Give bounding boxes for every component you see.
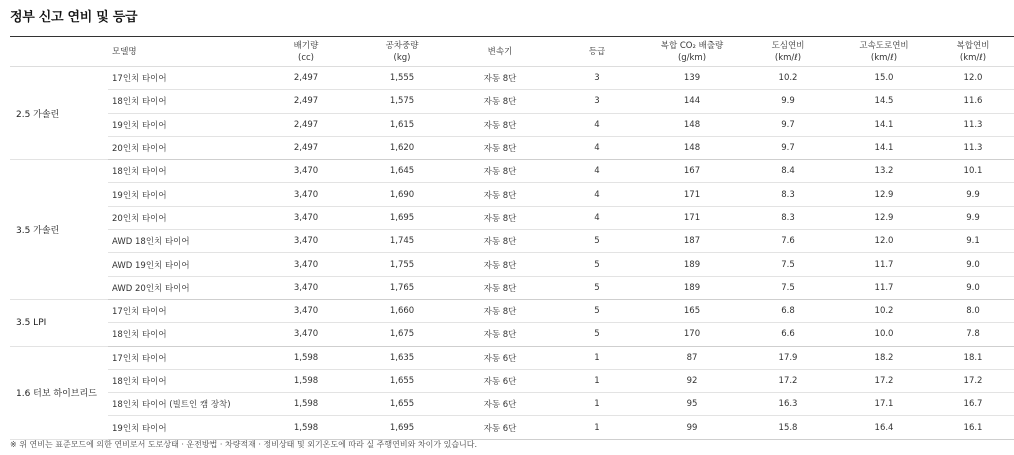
fuel-efficiency-table (10, 36, 1014, 440)
model-name: AWD 19인치 타이어 (108, 253, 258, 276)
header-weight-unit: (kg) (393, 52, 411, 63)
table-row (10, 183, 1014, 206)
table-body (10, 67, 1014, 440)
combined-mpg-value: 18.1 (932, 346, 1014, 369)
weight-value: 1,575 (354, 90, 450, 113)
highway-mpg-value: 11.7 (836, 253, 932, 276)
co2-value: 171 (644, 206, 740, 229)
displacement-value: 2,497 (258, 90, 354, 113)
highway-mpg-value: 15.0 (836, 67, 932, 90)
highway-mpg-value: 13.2 (836, 160, 932, 183)
displacement-value: 3,470 (258, 323, 354, 346)
combined-mpg-value: 11.6 (932, 90, 1014, 113)
table-row (10, 90, 1014, 113)
transmission-value: 자동 8단 (450, 113, 550, 136)
highway-mpg-value: 12.0 (836, 230, 932, 253)
co2-value: 148 (644, 136, 740, 159)
co2-value: 148 (644, 113, 740, 136)
combined-mpg-value: 17.2 (932, 369, 1014, 392)
header-displacement-label: 배기량 (293, 40, 319, 51)
city-mpg-value: 7.5 (740, 276, 836, 299)
combined-mpg-value: 8.0 (932, 299, 1014, 322)
highway-mpg-value: 18.2 (836, 346, 932, 369)
co2-value: 165 (644, 299, 740, 322)
city-mpg-value: 16.3 (740, 393, 836, 416)
table-row (10, 160, 1014, 183)
model-name: AWD 18인치 타이어 (108, 230, 258, 253)
weight-value: 1,655 (354, 393, 450, 416)
city-mpg-value: 6.8 (740, 299, 836, 322)
weight-value: 1,755 (354, 253, 450, 276)
grade-value: 4 (550, 113, 644, 136)
highway-mpg-value: 10.0 (836, 323, 932, 346)
table-row (10, 113, 1014, 136)
grade-value: 1 (550, 416, 644, 439)
transmission-value: 자동 8단 (450, 206, 550, 229)
co2-value: 189 (644, 253, 740, 276)
displacement-value: 3,470 (258, 299, 354, 322)
model-name: 18인치 타이어 (108, 160, 258, 183)
city-mpg-value: 15.8 (740, 416, 836, 439)
engine-group-label: 1.6 터보 하이브리드 (10, 346, 108, 439)
table-row (10, 136, 1014, 159)
table-row (10, 416, 1014, 439)
displacement-value: 2,497 (258, 67, 354, 90)
header-highway-unit: (km/ℓ) (870, 52, 898, 63)
co2-value: 139 (644, 67, 740, 90)
header-model: 모델명 (108, 37, 258, 67)
model-name: AWD 20인치 타이어 (108, 276, 258, 299)
transmission-value: 자동 8단 (450, 136, 550, 159)
city-mpg-value: 9.9 (740, 90, 836, 113)
weight-value: 1,695 (354, 416, 450, 439)
table-row (10, 393, 1014, 416)
combined-mpg-value: 11.3 (932, 113, 1014, 136)
weight-value: 1,690 (354, 183, 450, 206)
model-name: 20인치 타이어 (108, 206, 258, 229)
transmission-value: 자동 8단 (450, 90, 550, 113)
transmission-value: 자동 6단 (450, 346, 550, 369)
model-name: 19인치 타이어 (108, 183, 258, 206)
transmission-value: 자동 8단 (450, 67, 550, 90)
displacement-value: 2,497 (258, 136, 354, 159)
transmission-value: 자동 6단 (450, 369, 550, 392)
city-mpg-value: 10.2 (740, 67, 836, 90)
highway-mpg-value: 12.9 (836, 206, 932, 229)
highway-mpg-value: 17.1 (836, 393, 932, 416)
engine-group-label: 2.5 가솔린 (10, 67, 108, 160)
fuel-efficiency-table-container (10, 36, 1014, 440)
displacement-value: 1,598 (258, 393, 354, 416)
header-combined-label: 복합연비 (956, 40, 990, 51)
city-mpg-value: 8.3 (740, 206, 836, 229)
grade-value: 1 (550, 369, 644, 392)
engine-group-label: 3.5 가솔린 (10, 160, 108, 300)
grade-value: 1 (550, 393, 644, 416)
weight-value: 1,745 (354, 230, 450, 253)
header-co2-label: 복합 CO₂ 배출량 (660, 40, 724, 51)
model-name: 18인치 타이어 (108, 369, 258, 392)
displacement-value: 1,598 (258, 416, 354, 439)
weight-value: 1,695 (354, 206, 450, 229)
combined-mpg-value: 10.1 (932, 160, 1014, 183)
highway-mpg-value: 11.7 (836, 276, 932, 299)
highway-mpg-value: 12.9 (836, 183, 932, 206)
model-name: 17인치 타이어 (108, 67, 258, 90)
header-highway-label: 고속도로연비 (859, 40, 909, 51)
combined-mpg-value: 11.3 (932, 136, 1014, 159)
grade-value: 5 (550, 276, 644, 299)
combined-mpg-value: 9.1 (932, 230, 1014, 253)
transmission-value: 자동 8단 (450, 183, 550, 206)
displacement-value: 3,470 (258, 276, 354, 299)
table-row (10, 346, 1014, 369)
model-name: 19인치 타이어 (108, 113, 258, 136)
co2-value: 170 (644, 323, 740, 346)
highway-mpg-value: 17.2 (836, 369, 932, 392)
city-mpg-value: 17.2 (740, 369, 836, 392)
model-name: 18인치 타이어 (108, 90, 258, 113)
header-combined (932, 37, 1014, 67)
weight-value: 1,660 (354, 299, 450, 322)
table-row (10, 67, 1014, 90)
combined-mpg-value: 7.8 (932, 323, 1014, 346)
highway-mpg-value: 16.4 (836, 416, 932, 439)
header-combined-unit: (km/ℓ) (959, 52, 987, 63)
transmission-value: 자동 6단 (450, 393, 550, 416)
city-mpg-value: 9.7 (740, 136, 836, 159)
grade-value: 4 (550, 136, 644, 159)
grade-value: 4 (550, 183, 644, 206)
city-mpg-value: 17.9 (740, 346, 836, 369)
co2-value: 189 (644, 276, 740, 299)
highway-mpg-value: 14.1 (836, 136, 932, 159)
header-city-label: 도심연비 (771, 40, 805, 51)
city-mpg-value: 6.6 (740, 323, 836, 346)
co2-value: 92 (644, 369, 740, 392)
transmission-value: 자동 8단 (450, 276, 550, 299)
weight-value: 1,675 (354, 323, 450, 346)
grade-value: 1 (550, 346, 644, 369)
grade-value: 5 (550, 253, 644, 276)
combined-mpg-value: 9.0 (932, 253, 1014, 276)
header-highway (836, 37, 932, 67)
transmission-value: 자동 8단 (450, 299, 550, 322)
grade-value: 5 (550, 323, 644, 346)
city-mpg-value: 8.4 (740, 160, 836, 183)
grade-value: 4 (550, 206, 644, 229)
co2-value: 171 (644, 183, 740, 206)
grade-value: 5 (550, 230, 644, 253)
header-displacement (258, 37, 354, 67)
header-co2 (644, 37, 740, 67)
weight-value: 1,555 (354, 67, 450, 90)
header-co2-unit: (g/km) (677, 52, 707, 63)
table-row (10, 323, 1014, 346)
table-header (10, 37, 1014, 67)
header-city (740, 37, 836, 67)
table-row (10, 276, 1014, 299)
displacement-value: 3,470 (258, 206, 354, 229)
header-engine-blank (10, 37, 108, 67)
city-mpg-value: 9.7 (740, 113, 836, 136)
displacement-value: 3,470 (258, 183, 354, 206)
co2-value: 144 (644, 90, 740, 113)
table-row (10, 299, 1014, 322)
co2-value: 99 (644, 416, 740, 439)
weight-value: 1,645 (354, 160, 450, 183)
combined-mpg-value: 12.0 (932, 67, 1014, 90)
combined-mpg-value: 16.1 (932, 416, 1014, 439)
co2-value: 95 (644, 393, 740, 416)
weight-value: 1,615 (354, 113, 450, 136)
highway-mpg-value: 10.2 (836, 299, 932, 322)
displacement-value: 2,497 (258, 113, 354, 136)
combined-mpg-value: 16.7 (932, 393, 1014, 416)
displacement-value: 1,598 (258, 369, 354, 392)
displacement-value: 3,470 (258, 253, 354, 276)
table-row (10, 230, 1014, 253)
table-row (10, 253, 1014, 276)
weight-value: 1,655 (354, 369, 450, 392)
highway-mpg-value: 14.1 (836, 113, 932, 136)
weight-value: 1,765 (354, 276, 450, 299)
model-name: 19인치 타이어 (108, 416, 258, 439)
footnote: ※ 위 연비는 표준모드에 의한 연비로서 도로상태 · 운전방법 · 차량적재 · 정비상태 및 외기온도에 따라 실 주행연비와 차이가 있습니다. (10, 440, 478, 449)
co2-value: 187 (644, 230, 740, 253)
grade-value: 3 (550, 90, 644, 113)
city-mpg-value: 7.6 (740, 230, 836, 253)
transmission-value: 자동 8단 (450, 160, 550, 183)
displacement-value: 1,598 (258, 346, 354, 369)
header-transmission: 변속기 (450, 37, 550, 67)
transmission-value: 자동 8단 (450, 323, 550, 346)
combined-mpg-value: 9.9 (932, 206, 1014, 229)
transmission-value: 자동 6단 (450, 416, 550, 439)
grade-value: 3 (550, 67, 644, 90)
engine-group-label: 3.5 LPI (10, 299, 108, 346)
table-row (10, 206, 1014, 229)
header-city-unit: (km/ℓ) (774, 52, 802, 63)
transmission-value: 자동 8단 (450, 230, 550, 253)
header-grade: 등급 (550, 37, 644, 67)
displacement-value: 3,470 (258, 230, 354, 253)
page-title: 정부 신고 연비 및 등급 (10, 10, 138, 25)
co2-value: 167 (644, 160, 740, 183)
combined-mpg-value: 9.0 (932, 276, 1014, 299)
model-name: 18인치 타이어 (108, 323, 258, 346)
grade-value: 5 (550, 299, 644, 322)
highway-mpg-value: 14.5 (836, 90, 932, 113)
displacement-value: 3,470 (258, 160, 354, 183)
combined-mpg-value: 9.9 (932, 183, 1014, 206)
weight-value: 1,635 (354, 346, 450, 369)
transmission-value: 자동 8단 (450, 253, 550, 276)
model-name: 17인치 타이어 (108, 346, 258, 369)
header-weight-label: 공차중량 (385, 40, 419, 51)
table-row (10, 369, 1014, 392)
city-mpg-value: 8.3 (740, 183, 836, 206)
model-name: 20인치 타이어 (108, 136, 258, 159)
model-name: 18인치 타이어 (빌트인 캠 장착) (108, 393, 258, 416)
grade-value: 4 (550, 160, 644, 183)
header-displacement-unit: (cc) (298, 52, 314, 63)
header-weight (354, 37, 450, 67)
weight-value: 1,620 (354, 136, 450, 159)
co2-value: 87 (644, 346, 740, 369)
model-name: 17인치 타이어 (108, 299, 258, 322)
city-mpg-value: 7.5 (740, 253, 836, 276)
